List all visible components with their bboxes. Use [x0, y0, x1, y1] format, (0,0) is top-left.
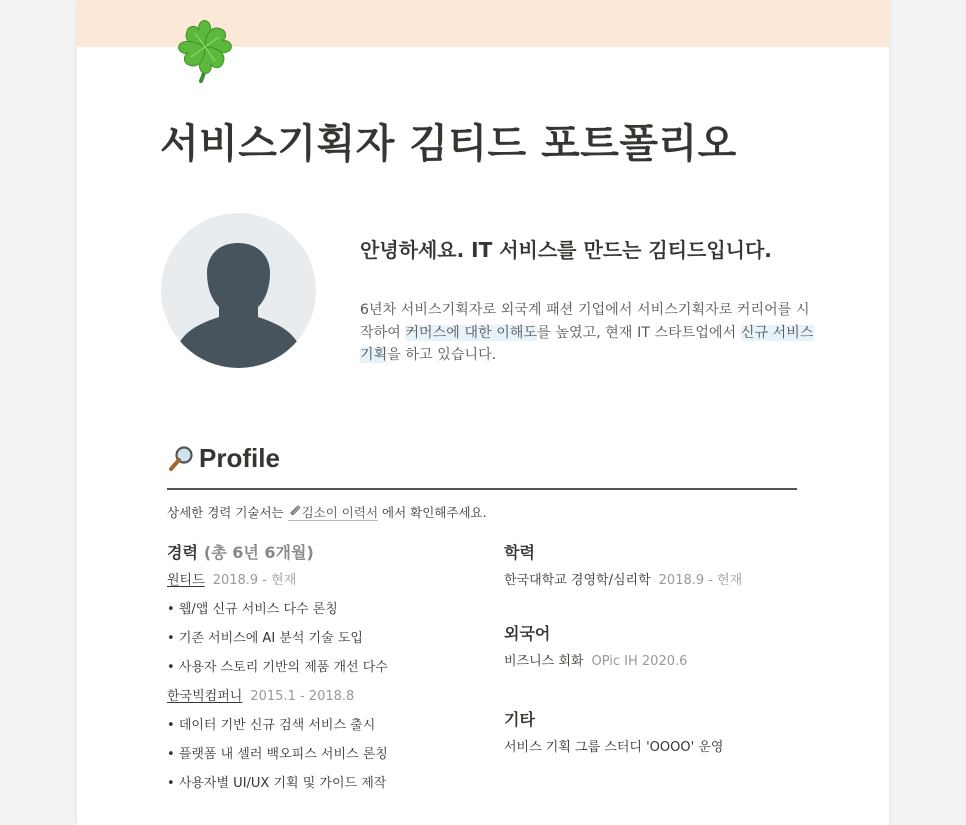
career-heading-text: 경력 — [167, 543, 198, 562]
intro-text: 6년차 서비스기획자로 외국계 패션 기업에서 서비스기획자로 커리어를 시작하여 — [360, 302, 810, 341]
resume-note-prefix: 상세한 경력 기술서는 — [167, 505, 288, 520]
education-heading: 학력 — [504, 543, 535, 562]
magnifying-glass-icon — [167, 445, 195, 473]
intro-highlight-commerce: 커머스에 대한 이해도 — [405, 324, 538, 341]
language-heading: 외국어 — [504, 624, 551, 643]
education-value: 한국대학교 경영학/심리학 — [504, 573, 651, 588]
language-row — [504, 647, 824, 676]
resume-note-suffix: 에서 확인해주세요. — [378, 505, 487, 520]
four-leaf-clover-icon[interactable] — [171, 13, 239, 83]
company-row — [167, 566, 487, 595]
company-period: 2018.9 - 현재 — [212, 573, 297, 588]
company-link[interactable]: 원티드 — [167, 573, 205, 588]
etc-heading: 기타 — [504, 710, 535, 729]
avatar — [161, 213, 316, 368]
list-item: • 플랫폼 내 셀러 백오피스 서비스 론칭 — [167, 740, 487, 769]
list-item: • 사용자 스토리 기반의 제품 개선 다수 — [167, 653, 487, 682]
career-total: (총 6년 6개월) — [203, 543, 314, 562]
language-value: 비즈니스 회화 — [504, 654, 584, 669]
intro-text: 를 높였고, 현재 IT 스타트업에서 — [537, 324, 741, 341]
page-title: 서비스기획자 김티드 포트폴리오 — [160, 121, 737, 167]
etc-row: 서비스 기획 그룹 스터디 'OOOO' 운영 — [504, 740, 724, 755]
education-row — [504, 566, 824, 595]
company-link[interactable]: 한국빅컴퍼니 — [167, 689, 243, 704]
profile-heading-text: Profile — [199, 443, 280, 473]
resume-note — [167, 503, 487, 521]
company-period: 2015.1 - 2018.8 — [250, 689, 355, 704]
intro-text: 을 하고 있습니다. — [387, 347, 497, 363]
list-item: • 사용자별 UI/UX 기획 및 가이드 제작 — [167, 769, 487, 798]
page — [77, 0, 889, 825]
greeting-heading: 안녕하세요. IT 서비스를 만드는 김티드입니다. — [360, 238, 772, 262]
divider — [167, 488, 797, 490]
list-item: • 데이터 기반 신규 검색 서비스 출시 — [167, 711, 487, 740]
intro-paragraph — [360, 299, 820, 367]
career-section — [167, 540, 487, 798]
profile-heading — [167, 443, 280, 474]
intro-highlight-new-service: 신규 서비스 기획 — [360, 324, 814, 363]
list-item: • 웹/앱 신규 서비스 다수 론칭 — [167, 595, 487, 624]
resume-link-text[interactable]: 김소이 이력서 — [301, 505, 379, 520]
list-item: • 기존 서비스에 AI 분석 기술 도입 — [167, 624, 487, 653]
company-row — [167, 682, 487, 711]
paperclip-icon — [288, 504, 302, 517]
info-section — [504, 540, 824, 762]
education-period: 2018.9 - 현재 — [658, 573, 743, 588]
resume-link[interactable] — [288, 505, 378, 521]
career-heading — [167, 540, 487, 566]
language-score: OPic IH 2020.6 — [591, 654, 688, 669]
